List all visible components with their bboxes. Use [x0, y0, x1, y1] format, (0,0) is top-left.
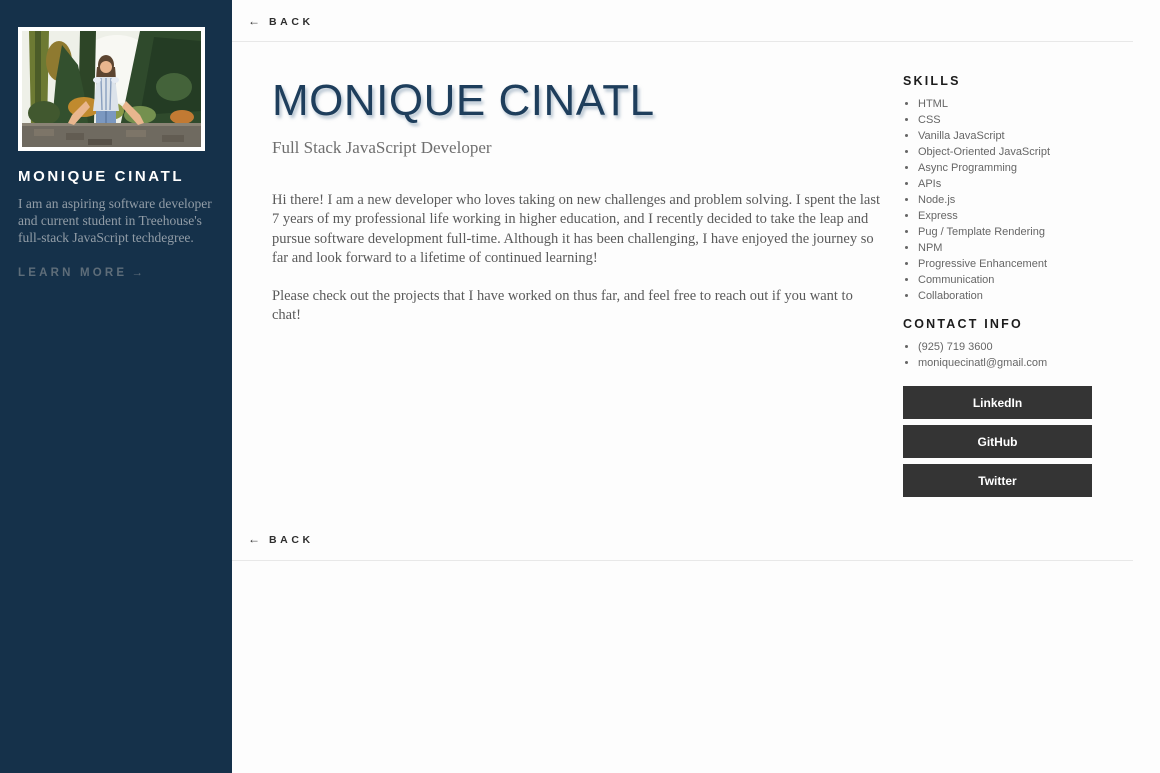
- skills-list: [903, 96, 1133, 304]
- profile-photo-image: [22, 31, 201, 147]
- arrow-left-icon: ←: [248, 531, 260, 546]
- arrow-left-icon: ←: [248, 13, 260, 28]
- skill-item: • APIs: [918, 176, 1133, 192]
- skill-item: • Progressive Enhancement: [918, 256, 1133, 272]
- skill-item: • Object-Oriented JavaScript: [918, 144, 1133, 160]
- profile-details: [272, 42, 884, 517]
- twitter-button[interactable]: Twitter: [903, 464, 1092, 497]
- sidebar: [0, 0, 232, 773]
- social-buttons: [903, 386, 1133, 497]
- skill-item: • Vanilla JavaScript: [918, 128, 1133, 144]
- bottom-bar: [232, 517, 1133, 561]
- linkedin-button[interactable]: LinkedIn: [903, 386, 1092, 419]
- back-label: BACK: [269, 533, 314, 546]
- top-bar: [232, 0, 1133, 42]
- page-title: MONIQUE CINATL: [272, 76, 655, 125]
- skills-heading: SKILLS: [903, 74, 961, 88]
- profile-aside: [903, 42, 1133, 517]
- bio-paragraph: Please check out the projects that I have worked on thus far, and feel free to reach out if you want to chat!: [272, 288, 853, 324]
- skill-item: • Async Programming: [918, 160, 1133, 176]
- back-link-bottom[interactable]: [248, 532, 314, 546]
- bio-paragraph: Hi there! I am a new developer who loves taking on new challenges and problem solving. I spent the last 7 years of my professional life working in higher education, and I recently decided to take the leap and pursue software development full-time. Although it has been challenging, I have enjoyed the journey so far and look forward to a lifetime of continued learning!: [272, 192, 881, 266]
- contact-email: • moniquecinatl@gmail.com: [918, 355, 1133, 371]
- skill-item: • NPM: [918, 240, 1133, 256]
- skill-item: • Collaboration: [918, 288, 1133, 304]
- arrow-right-icon: →: [131, 267, 143, 279]
- main-content: [232, 0, 1160, 773]
- learn-more-label: LEARN MORE: [18, 267, 128, 279]
- back-label: BACK: [269, 15, 314, 28]
- skill-item: • Node.js: [918, 192, 1133, 208]
- profile-section: [232, 42, 1133, 517]
- contact-heading: CONTACT INFO: [903, 317, 1023, 331]
- skill-item: • Communication: [918, 272, 1133, 288]
- page-subtitle: Full Stack JavaScript Developer: [272, 138, 492, 157]
- bio-text: [272, 191, 884, 326]
- learn-more-link[interactable]: [18, 267, 143, 279]
- profile-photo: [18, 27, 205, 151]
- skill-item: • Express: [918, 208, 1133, 224]
- sidebar-bio: I am an aspiring software developer and current student in Treehouse's full-stack JavaScript techdegree.: [18, 196, 212, 245]
- sidebar-name: MONIQUE CINATL: [18, 168, 185, 185]
- skill-item: • Pug / Template Rendering: [918, 224, 1133, 240]
- skill-item: • CSS: [918, 112, 1133, 128]
- github-button[interactable]: GitHub: [903, 425, 1092, 458]
- contact-phone: • (925) 719 3600: [918, 339, 1133, 355]
- back-link-top[interactable]: [248, 14, 314, 28]
- skill-item: • HTML: [918, 96, 1133, 112]
- contact-list: [903, 339, 1133, 371]
